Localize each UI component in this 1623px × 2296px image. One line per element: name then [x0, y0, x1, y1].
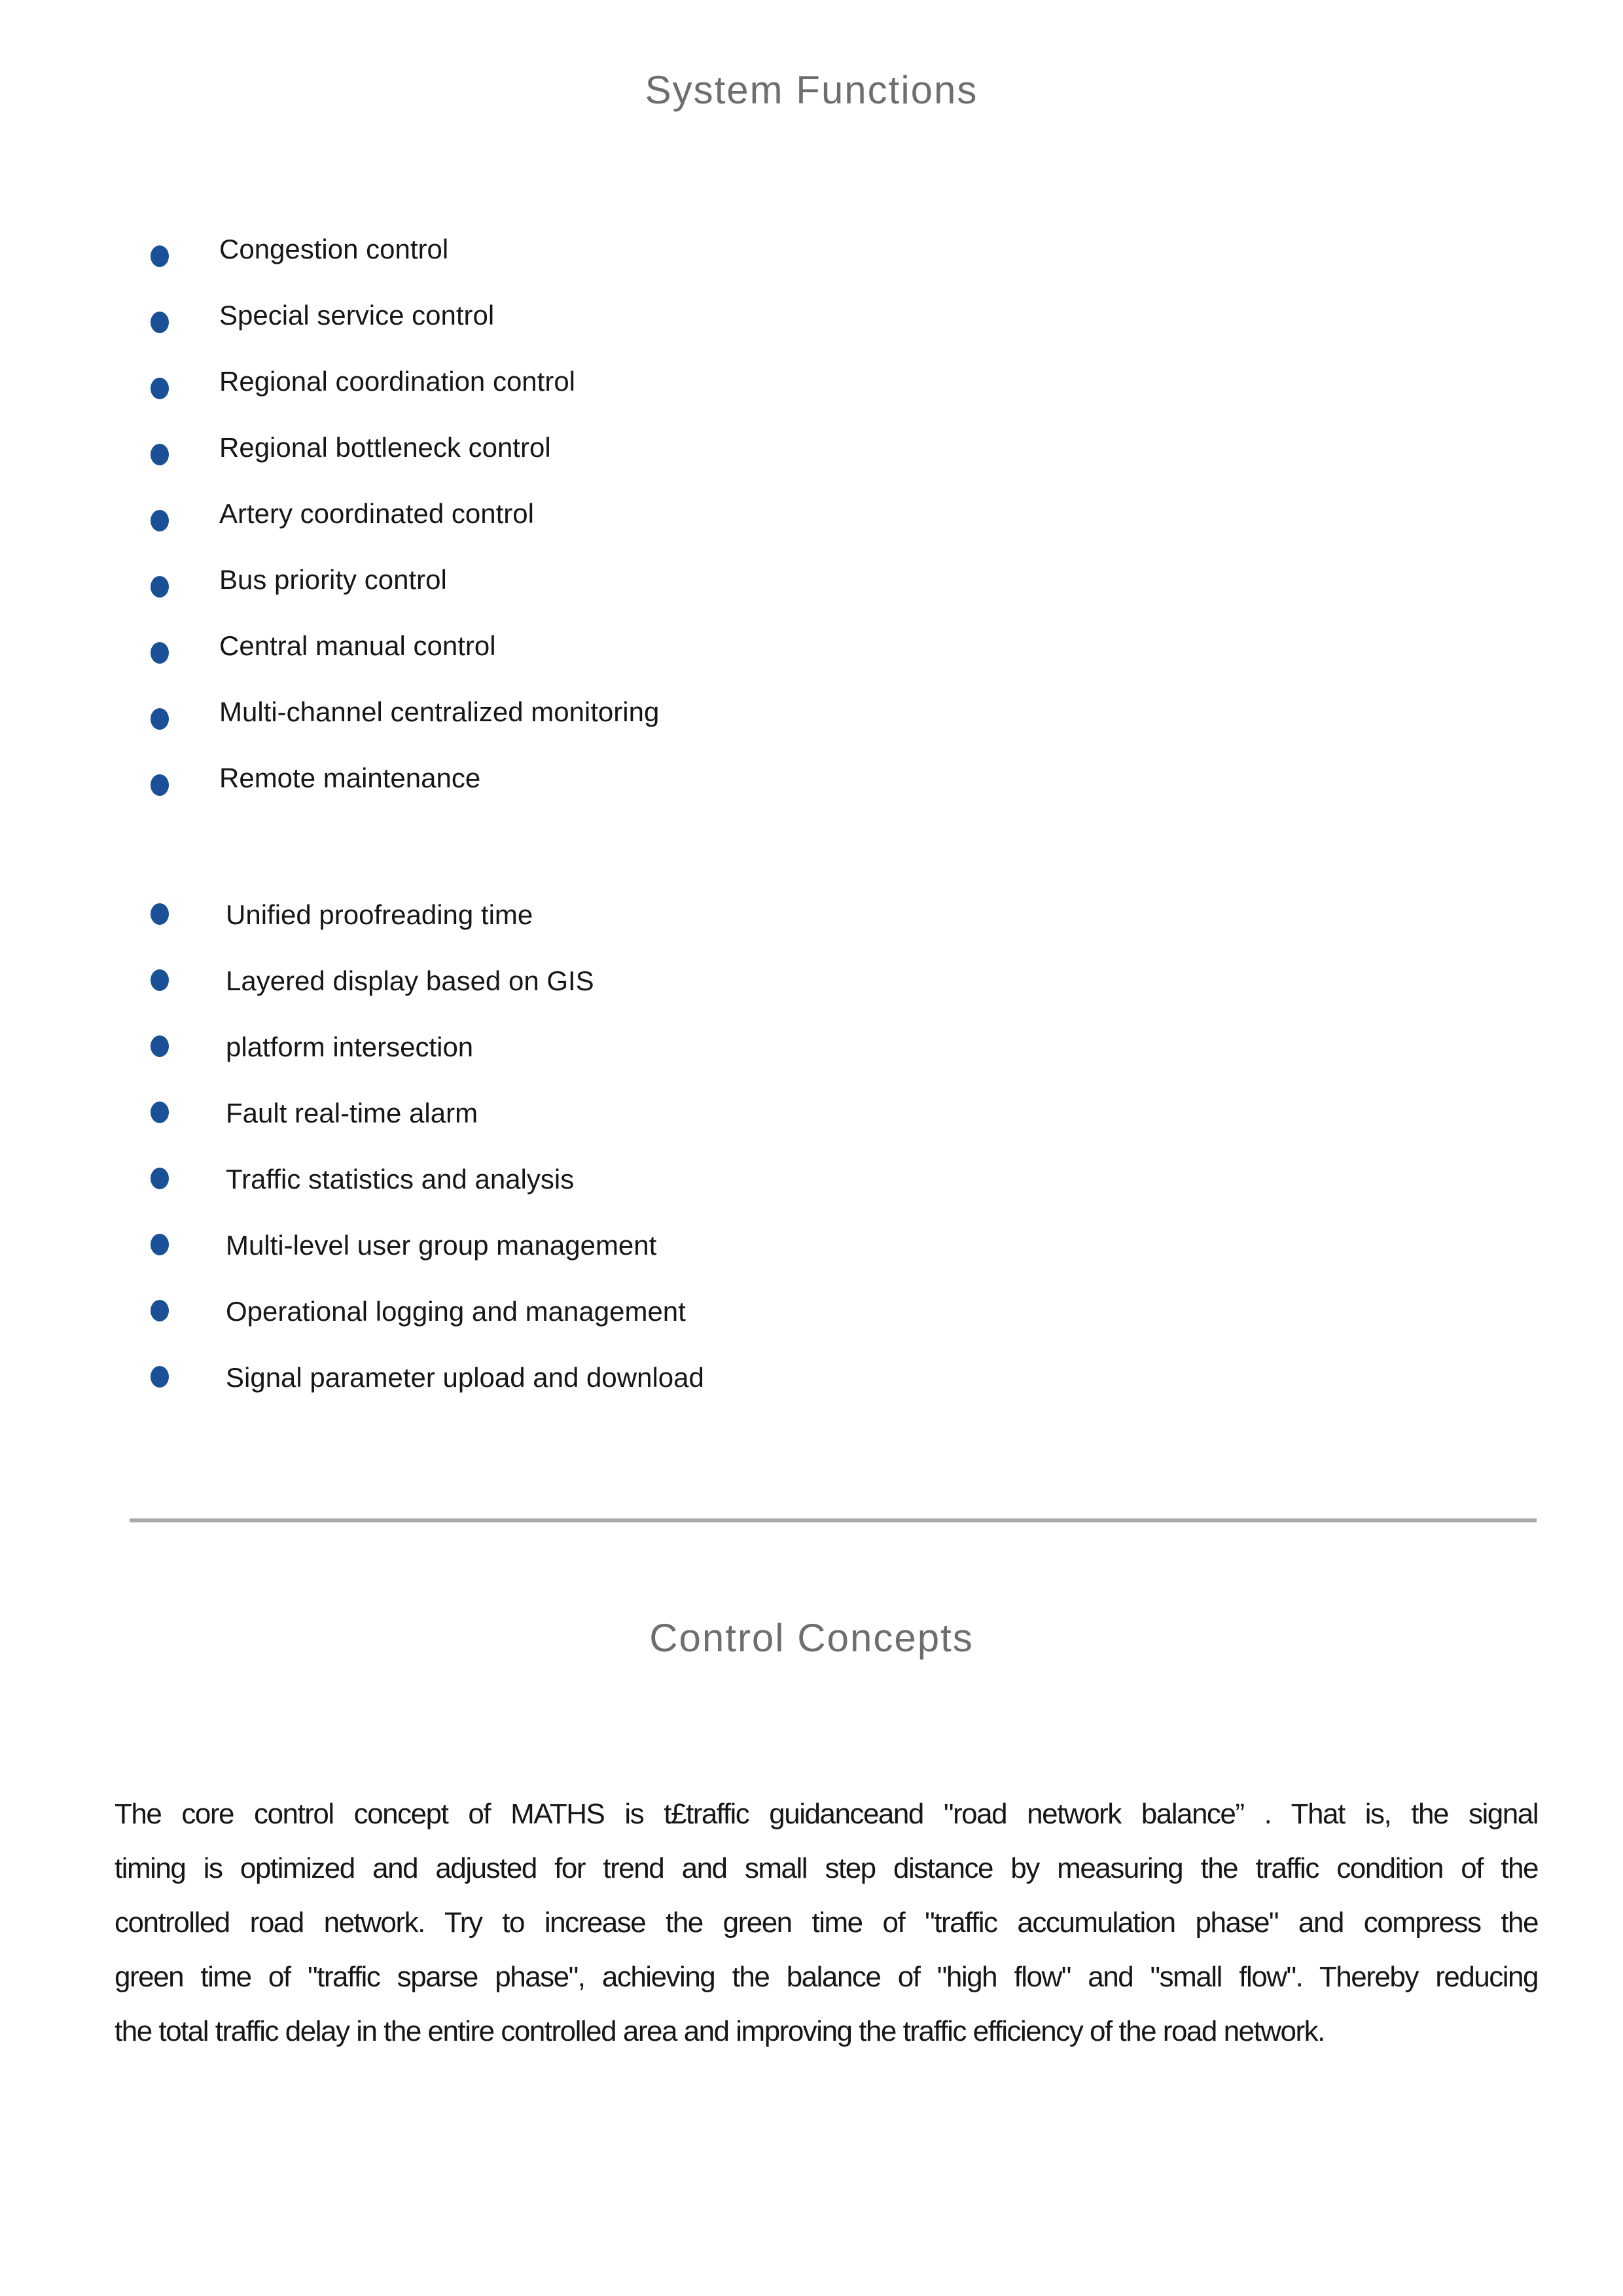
list-item-label: Layered display based on GIS — [226, 965, 594, 996]
bullet-icon — [151, 642, 169, 664]
bullet-icon — [151, 245, 169, 267]
bullet-icon — [151, 378, 169, 399]
list-item — [151, 365, 659, 431]
list-item — [151, 1229, 704, 1295]
list-item — [151, 232, 659, 298]
bullet-icon — [151, 1168, 169, 1189]
paragraph-line: green time of "traffic sparse phase", achieving the balance of "high flow" and "small flow". Thereby reducing — [115, 1961, 1538, 1993]
list-item-label: Regional coordination control — [219, 366, 576, 397]
bullet-icon — [151, 1102, 169, 1123]
list-item — [151, 1096, 704, 1162]
list-item-label: Traffic statistics and analysis — [226, 1164, 575, 1194]
bullet-icon — [151, 1234, 169, 1255]
list-item — [151, 1295, 704, 1361]
control-concepts-paragraph — [115, 1787, 1538, 2058]
list-item — [151, 431, 659, 497]
list-item-label: Fault real-time alarm — [226, 1098, 478, 1128]
bullet-icon — [151, 969, 169, 991]
list-item-label: Special service control — [219, 300, 495, 331]
list-item — [151, 497, 659, 563]
paragraph-line: timing is optimized and adjusted for trend and small step distance by measuring the traffic condition of the — [115, 1852, 1538, 1884]
bullet-icon — [151, 708, 169, 730]
list-item-label: Congestion control — [219, 234, 449, 264]
list-item-label: platform intersection — [226, 1031, 474, 1062]
bullet-icon — [151, 1366, 169, 1388]
list-item-label: Multi-channel centralized monitoring — [219, 696, 660, 727]
section-divider — [130, 1518, 1537, 1522]
paragraph-line: The core control concept of MATHS is t£traffic guidanceand "road network balance” . That is, the signal — [115, 1798, 1538, 1830]
list-item-label: Unified proofreading time — [226, 899, 533, 930]
list-item-label: Artery coordinated control — [219, 498, 534, 529]
list-item — [151, 298, 659, 365]
list-item-label: Remote maintenance — [219, 762, 481, 793]
list-item — [151, 964, 704, 1030]
list-item-label: Operational logging and management — [226, 1296, 686, 1327]
list-item — [151, 1361, 704, 1427]
bullet-icon — [151, 312, 169, 333]
list-item — [151, 695, 659, 761]
list-item — [151, 563, 659, 629]
list-item — [151, 1030, 704, 1096]
list-item-label: Regional bottleneck control — [219, 432, 551, 463]
bullet-icon — [151, 444, 169, 465]
list-item-label: Central manual control — [219, 630, 496, 661]
bullet-icon — [151, 1035, 169, 1057]
paragraph-line: the total traffic delay in the entire controlled area and improving the traffic efficiency of the road network. — [115, 2015, 1325, 2047]
list-item-label: Bus priority control — [219, 564, 447, 595]
list-item — [151, 761, 659, 827]
paragraph-line: controlled road network. Try to increase the green time of "traffic accumulation phase" and compress the — [115, 1907, 1538, 1939]
bullet-icon — [151, 510, 169, 531]
list-item — [151, 1162, 704, 1229]
section-title-control-concepts: Control Concepts — [649, 1616, 974, 1660]
list-item — [151, 898, 704, 964]
bullet-icon — [151, 774, 169, 796]
section-title-system-functions: System Functions — [645, 68, 978, 112]
functions-list-primary — [151, 232, 659, 827]
list-item-label: Multi-level user group management — [226, 1230, 657, 1261]
functions-list-secondary — [151, 898, 704, 1427]
list-item — [151, 629, 659, 695]
bullet-icon — [151, 1300, 169, 1321]
bullet-icon — [151, 903, 169, 925]
bullet-icon — [151, 576, 169, 598]
list-item-label: Signal parameter upload and download — [226, 1362, 704, 1393]
